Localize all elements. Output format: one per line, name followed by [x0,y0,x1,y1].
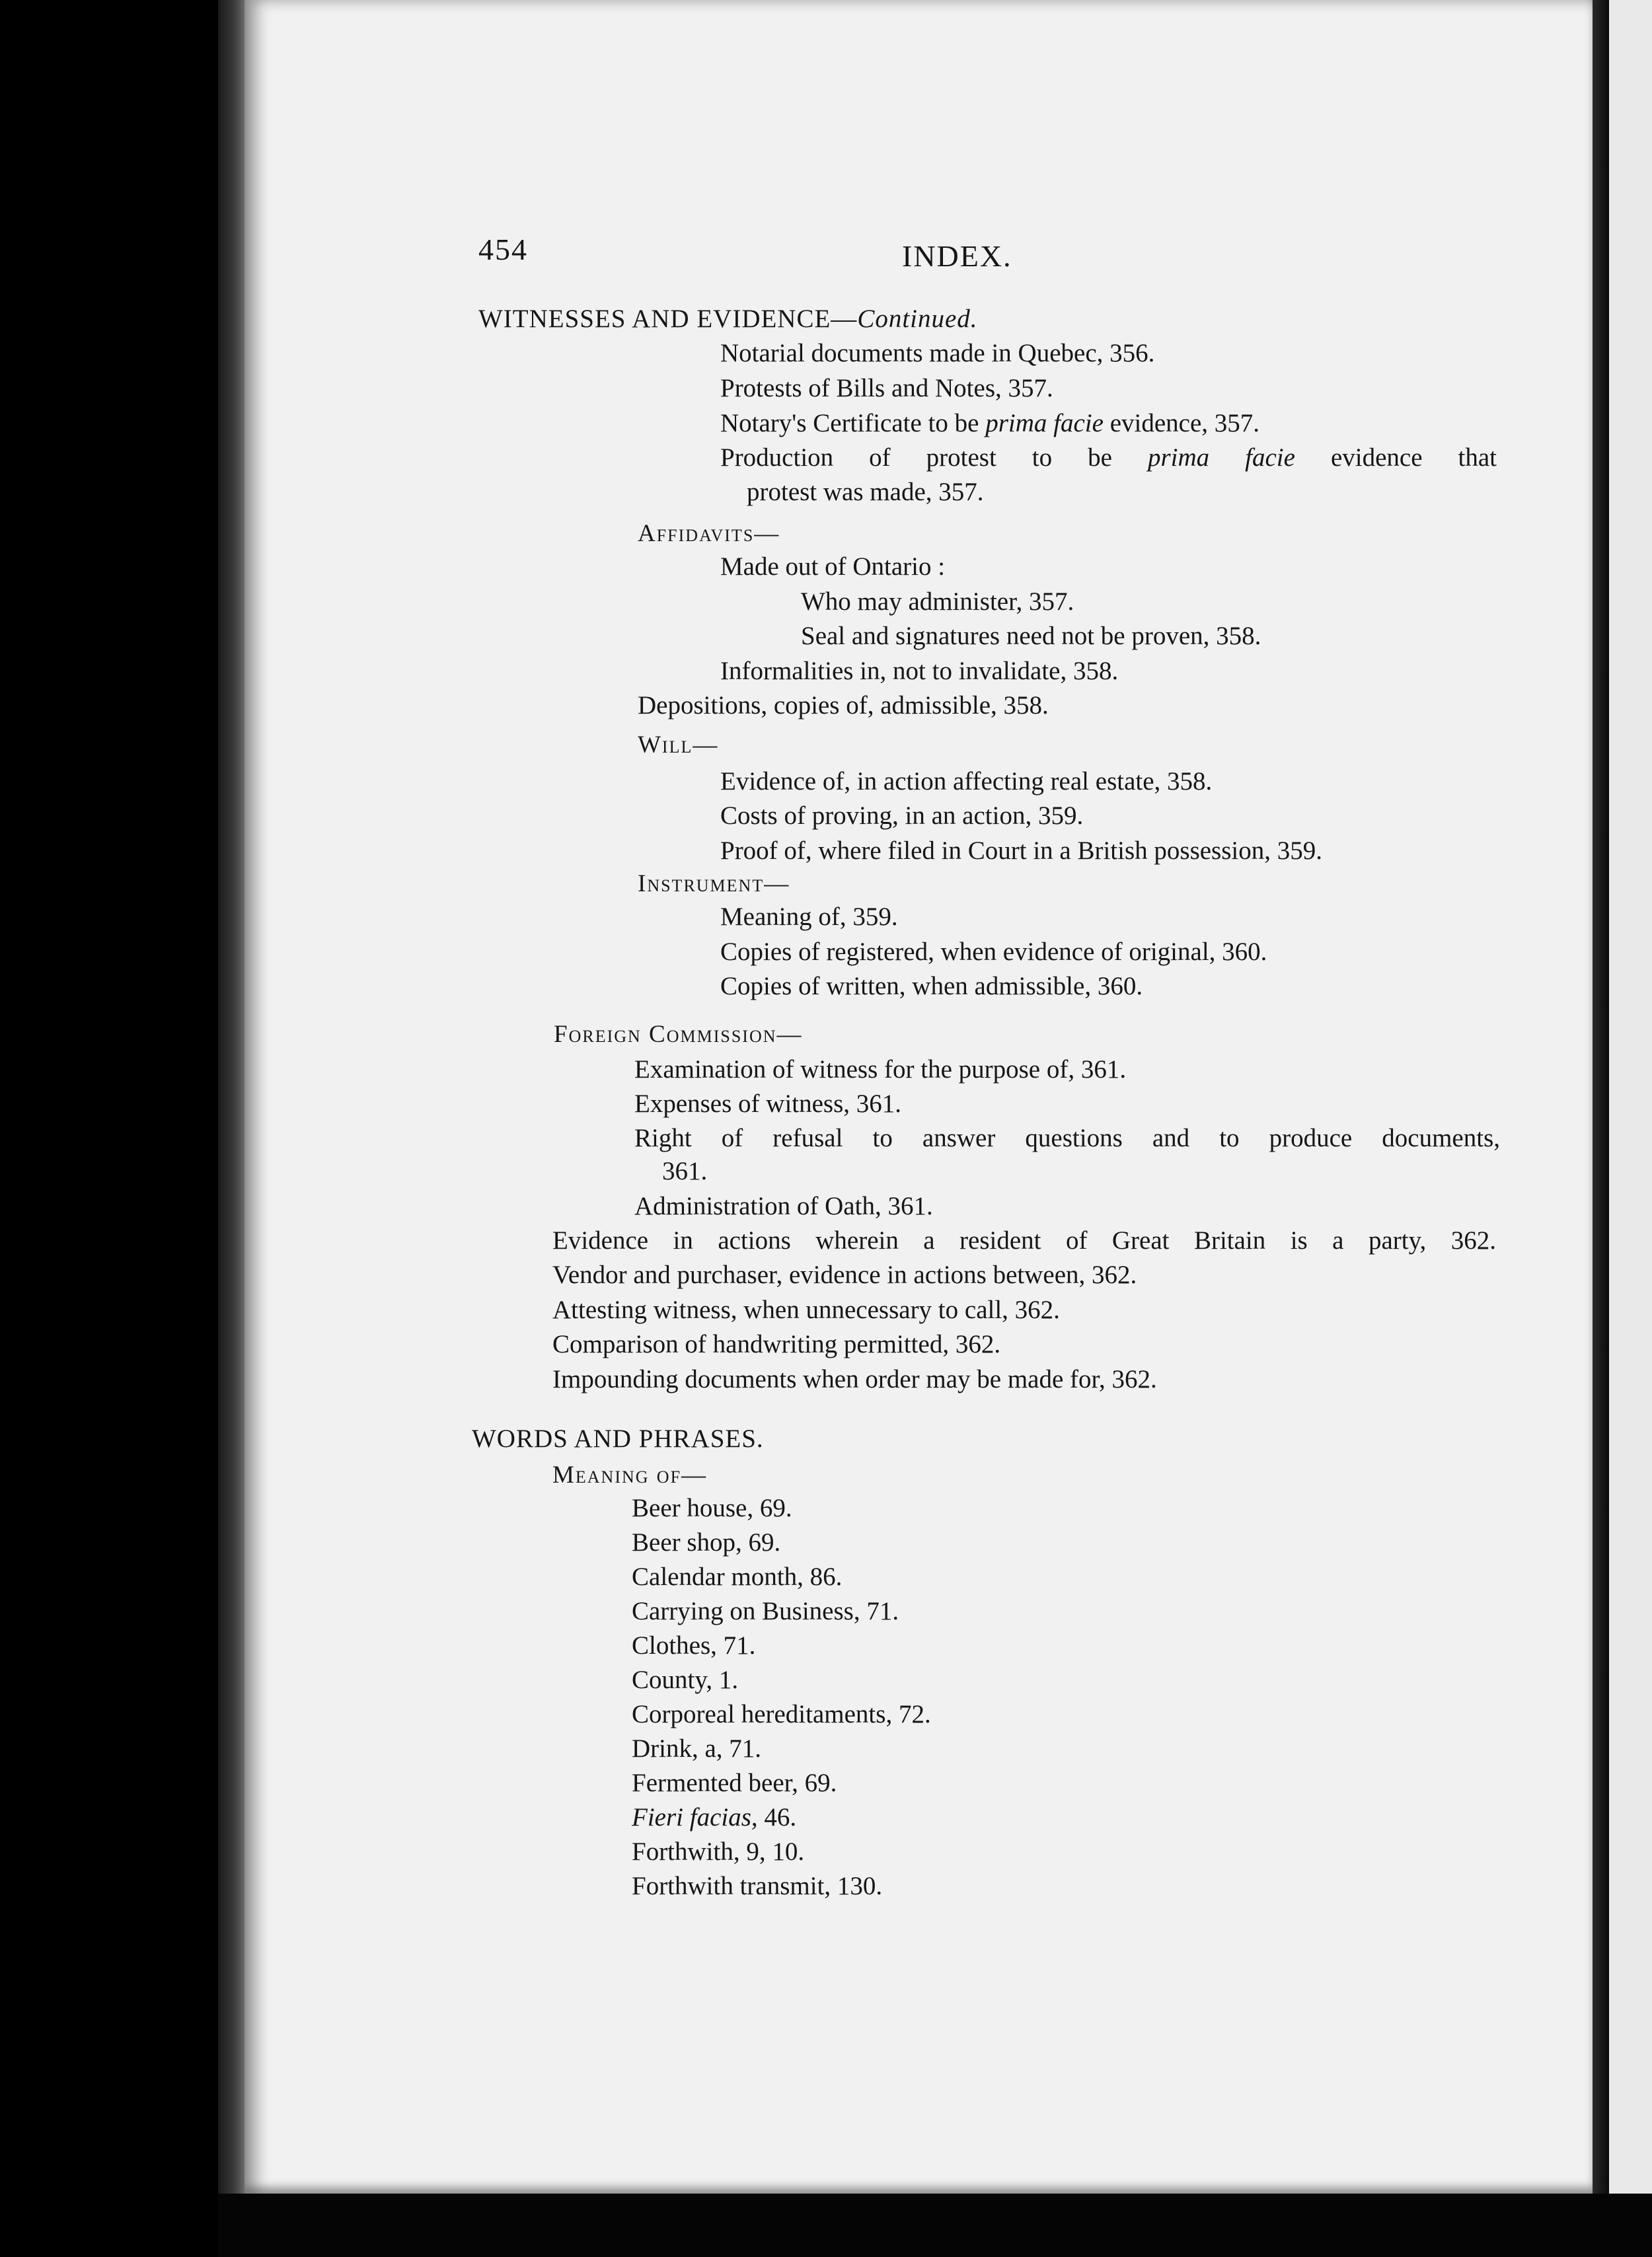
entry-heading-words: WORDS AND PHRASES. [472,1424,764,1453]
subheading-will: Will— [638,731,719,758]
word-item: Fermented beer, 69. [632,1769,837,1797]
subentry: Meaning of, 359. [720,903,898,931]
subentry: Made out of Ontario : [720,552,946,581]
text: evidence that [1295,443,1497,472]
word-item: Corporeal hereditaments, 72. [632,1700,931,1728]
subentry: Notarial documents made in Quebec, 356. [720,339,1155,367]
subentry [720,408,1259,439]
subentry: Right of refusal to answer questions and to produce documents, [634,1124,1500,1152]
subentry: Depositions, copies of, admissible, 358. [638,691,1049,720]
bottom-scan-edge [218,2194,1652,2257]
italic-text: prima facie [985,409,1104,437]
subentry: Administration of Oath, 361. [634,1192,933,1220]
text: Notary's Certificate to be [720,409,986,437]
word-item [632,1802,796,1833]
word-item: County, 1. [632,1666,739,1694]
entry: Vendor and purchaser, evidence in actions between, 362. [552,1261,1137,1289]
page-number: 454 [478,233,528,266]
subentry: Copies of registered, when evidence of original, 360. [720,938,1267,966]
heading-continued: Continued. [857,305,978,333]
subentry-continuation: protest was made, 357. [747,478,984,506]
word-item: Forthwith, 9, 10. [632,1837,805,1866]
subentry: Proof of, where filed in Court in a British possession, 359. [720,836,1322,865]
word-item: Beer house, 69. [632,1494,792,1522]
subentry: Seal and signatures need not be proven, 358. [801,622,1261,650]
entry: Evidence in actions wherein a resident of Great Britain is a party, 362. [552,1226,1496,1255]
word-item: Forthwith transmit, 130. [632,1872,883,1900]
book-page [244,0,1593,2194]
left-page-shadow [218,0,244,2194]
entry: Comparison of handwriting permitted, 362. [552,1330,1001,1358]
word-item: Clothes, 71. [632,1631,756,1660]
subentry: Copies of written, when admissible, 360. [720,972,1143,1000]
subheading-foreign-commission: Foreign Commission— [554,1021,803,1048]
subheading-affidavits: Affidavits— [638,520,780,547]
subentry: Protests of Bills and Notes, 357. [720,374,1053,402]
subentry: Examination of witness for the purpose of, 361. [634,1055,1127,1084]
italic-text: prima facie [1147,443,1295,472]
text: evidence, 357. [1103,409,1260,437]
subentry: Who may administer, 357. [801,587,1074,616]
subentry-continuation: 361. [662,1157,708,1185]
word-item: Drink, a, 71. [632,1734,762,1763]
heading-text: WITNESSES AND EVIDENCE— [478,305,858,333]
subheading-meaning: Meaning of— [552,1462,708,1489]
adjacent-page-edge [1609,0,1652,2257]
subentry [720,443,1497,473]
entry: Attesting witness, when unnecessary to call, 362. [552,1296,1060,1324]
subheading-instrument: Instrument— [638,870,790,897]
subentry: Costs of proving, in an action, 359. [720,801,1084,830]
word-item: Carrying on Business, 71. [632,1597,899,1625]
italic-text: Fieri facias, [632,1803,758,1832]
text: Production of protest to be [720,443,1148,472]
running-head: INDEX. [902,239,1012,273]
word-item: Beer shop, 69. [632,1528,781,1557]
text: 46. [757,1803,797,1832]
page-edge-shadow [1593,0,1609,2257]
subentry: Informalities in, not to invalidate, 358. [720,657,1119,685]
entry: Impounding documents when order may be made for, 362. [552,1365,1157,1393]
entry-heading-witnesses [478,304,978,334]
subentry: Expenses of witness, 361. [634,1090,902,1118]
subentry: Evidence of, in action affecting real estate, 358. [720,767,1213,796]
word-item: Calendar month, 86. [632,1563,843,1591]
